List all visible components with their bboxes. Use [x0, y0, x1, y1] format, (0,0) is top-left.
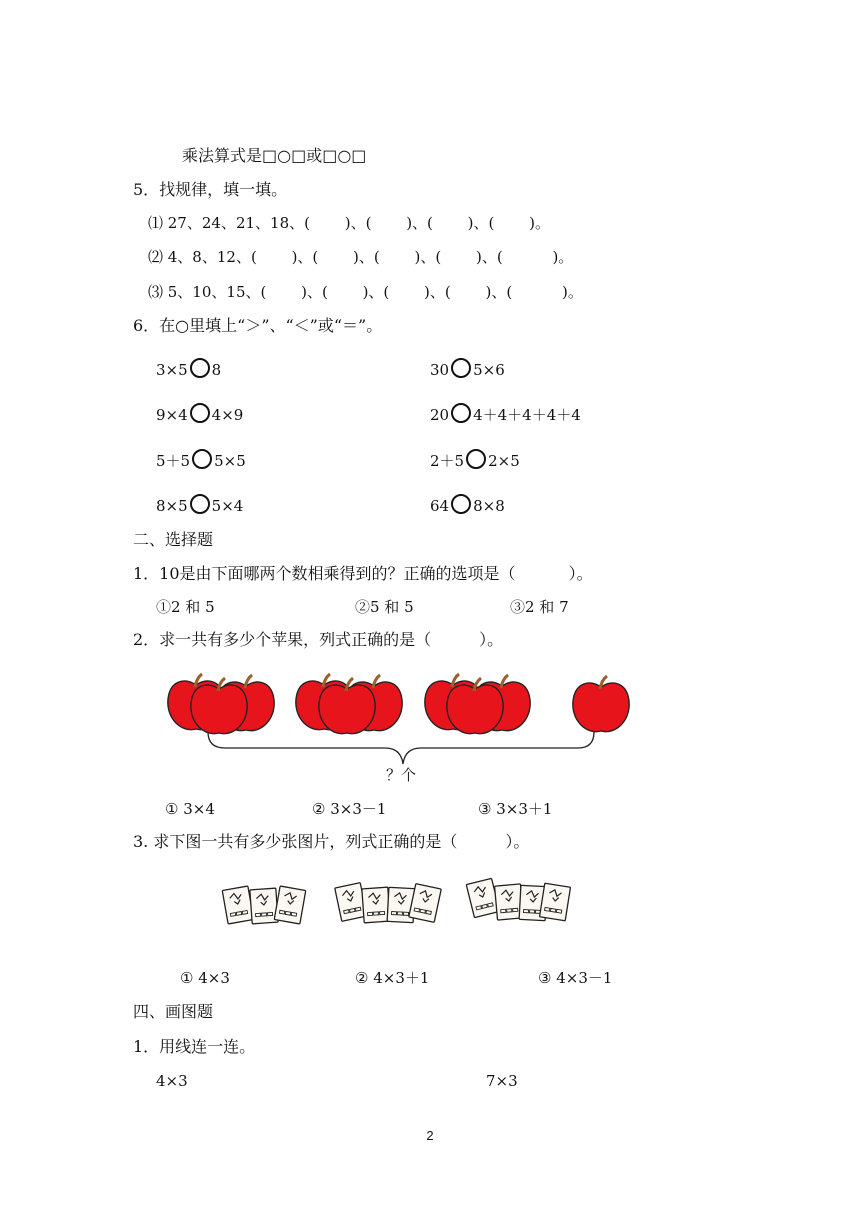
- card-group-3: [466, 878, 570, 920]
- q5-title: 5．找规律，填一填。: [133, 180, 288, 199]
- s4-left-expr[interactable]: 4×3: [156, 1072, 188, 1090]
- s2-q3-option-2: ② 4×3＋1: [355, 969, 430, 987]
- s2-q1-option-2: ②5 和 5: [355, 598, 414, 616]
- s2-q2-option-3: ③ 3×3＋1: [478, 800, 553, 818]
- apple-group-1: [168, 674, 274, 734]
- intro-line: 乘法算式是□○□或□○□: [182, 146, 367, 165]
- card-group-2: [335, 883, 442, 923]
- compare-right: 8: [211, 361, 222, 379]
- card-group-1: [222, 886, 306, 924]
- s4-q1-question: 1．用线连一连。: [133, 1037, 256, 1056]
- s2-q2-option-1: ① 3×4: [165, 800, 215, 818]
- apple-group-3: [425, 674, 530, 734]
- card: [222, 886, 254, 924]
- s2-q1-question: 1．10是由下面哪两个数相乘得到的？正确的选项是（ ）。: [133, 564, 593, 583]
- q6-title: 6．在○里填上“＞”、“＜”或“＝”。: [133, 316, 383, 335]
- compare-right: 5×6: [473, 361, 505, 379]
- page-number: 2: [426, 1128, 434, 1143]
- s2-q1-option-3: ③2 和 7: [510, 598, 569, 616]
- card: [540, 883, 571, 921]
- card: [466, 878, 499, 917]
- card: [362, 887, 390, 923]
- s2-q3-option-3: ③ 4×3－1: [538, 969, 613, 987]
- card: [274, 886, 306, 924]
- compare-left: 5＋5: [156, 452, 191, 470]
- brace-label: ？个: [386, 766, 417, 784]
- compare-right: 5×5: [214, 452, 246, 470]
- compare-left: 30: [430, 361, 450, 379]
- compare-left: 64: [430, 497, 450, 515]
- q5-row-3: ⑶ 5、10、15、( )、( )、( )、( )、( )。: [148, 283, 583, 301]
- compare-right: 8×8: [473, 497, 505, 515]
- compare-left: 20: [430, 406, 450, 424]
- q5-row-2: ⑵ 4、8、12、( )、( )、( )、( )、( )。: [148, 248, 574, 266]
- section2-title: 二、选择题: [133, 530, 214, 549]
- compare-right: 5×4: [211, 497, 244, 515]
- brace: [208, 732, 594, 764]
- s2-q3-option-1: ① 4×3: [180, 969, 230, 987]
- compare-right: 4×9: [211, 406, 244, 424]
- s2-q1-option-1: ①2 和 5: [156, 598, 215, 616]
- s2-q2-question: 2．求一共有多少个苹果，列式正确的是（ ）。: [133, 630, 504, 649]
- section4-title: 四、画图题: [133, 1002, 214, 1021]
- q5-row-1: ⑴ 27、24、21、18、( )、( )、( )、( )。: [148, 214, 551, 232]
- compare-left: 9×4: [156, 406, 188, 424]
- s2-q2-option-2: ② 3×3－1: [312, 800, 387, 818]
- compare-left: 8×5: [156, 497, 188, 515]
- apple-group-2: [296, 674, 402, 734]
- compare-right: 4＋4＋4＋4＋4: [473, 406, 581, 424]
- apple-single: [573, 676, 629, 732]
- compare-left: 3×5: [156, 361, 188, 379]
- compare-right: 2×5: [488, 452, 520, 470]
- compare-left: 2＋5: [430, 452, 465, 470]
- s2-q3-question: 3. 求下图一共有多少张图片，列式正确的是（ ）。: [133, 832, 530, 851]
- s4-right-expr[interactable]: 7×3: [486, 1072, 518, 1090]
